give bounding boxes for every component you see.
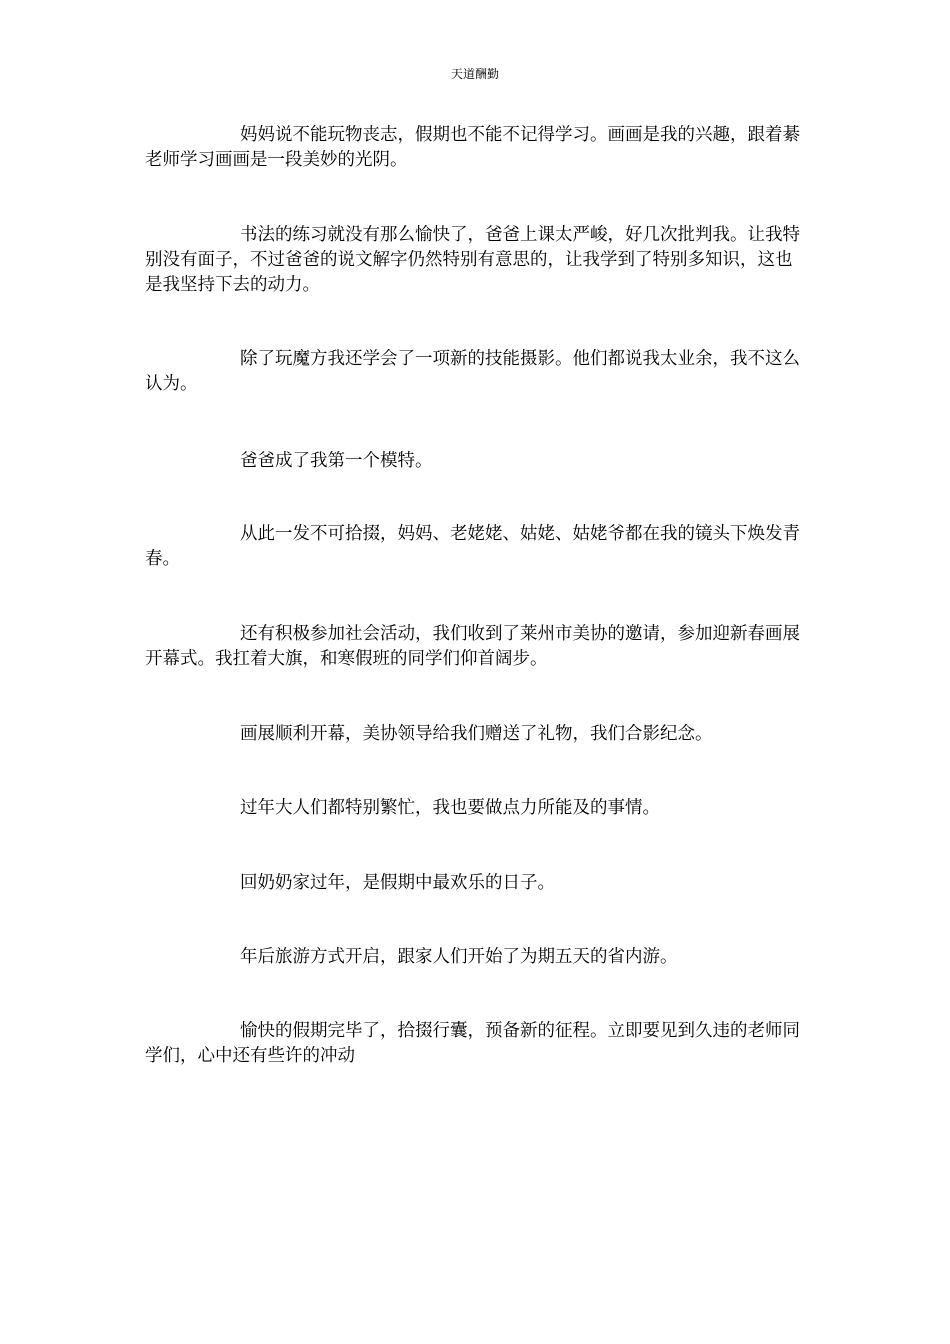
paragraph-10: 年后旅游方式开启，跟家人们开始了为期五天的省内游。: [240, 947, 678, 967]
paragraph-4: 爸爸成了我第一个模特。: [240, 451, 433, 471]
paragraph-2: 书法的练习就没有那么愉快了，爸爸上课太严峻，好几次批判我。让我特别没有面子，不过爸爸的说文解字仍然特别有意思的，让我学到了特别多知识，这也是我坚持下去的动力。: [145, 225, 800, 295]
paragraph-1: 妈妈说不能玩物丧志，假期也不能不记得学习。画画是我的兴趣，跟着綦老师学习画画是一段美妙的光阴。: [145, 125, 800, 170]
paragraph-3: 除了玩魔方我还学会了一项新的技能摄影。他们都说我太业余，我不这么认为。: [145, 349, 800, 394]
paragraph-5: 从此一发不可拾掇，妈妈、老姥姥、姑姥、姑姥爷都在我的镜头下焕发青春。: [145, 524, 800, 569]
paragraph-8: 过年大人们都特别繁忙，我也要做点力所能及的事情。: [240, 798, 660, 818]
paragraph-6: 还有积极参加社会活动，我们收到了莱州市美协的邀请，参加迎新春画展开幕式。我扛着大旗，和寒假班的同学们仰首阔步。: [145, 624, 800, 669]
paragraph-7: 画展顺利开幕，美协领导给我们赠送了礼物，我们合影纪念。: [240, 724, 713, 744]
page-header: 天道酬勤: [450, 67, 499, 81]
paragraph-11: 愉快的假期完毕了，拾掇行囊，预备新的征程。立即要见到久违的老师同学们，心中还有些许的冲动: [145, 1021, 800, 1066]
paragraph-9: 回奶奶家过年，是假期中最欢乐的日子。: [240, 873, 555, 893]
